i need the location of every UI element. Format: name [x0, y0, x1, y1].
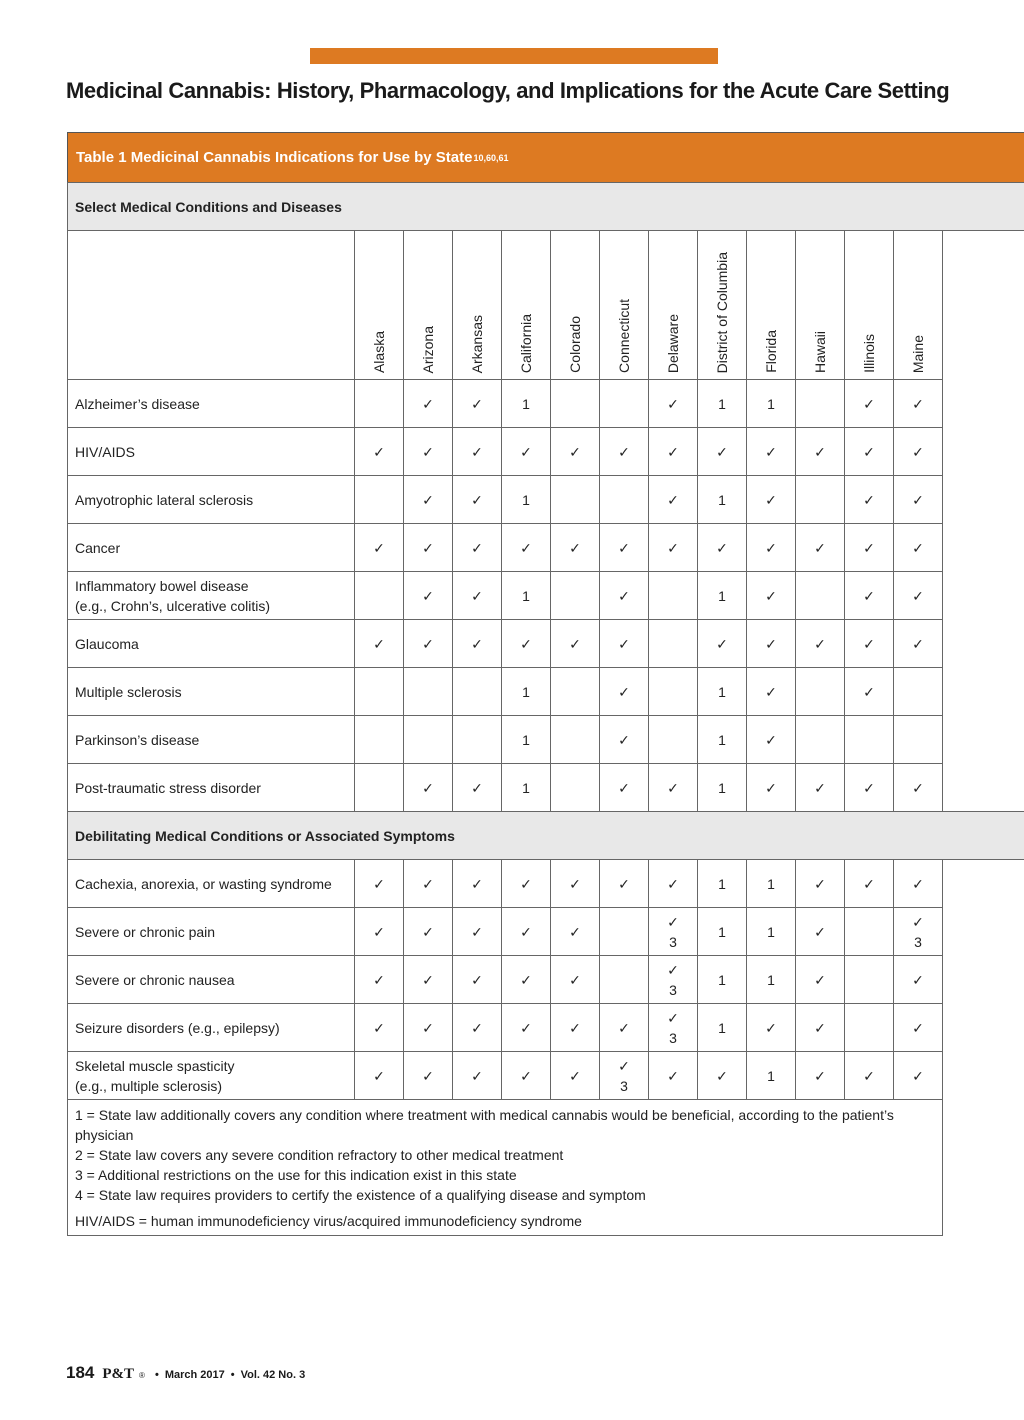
issue-volume: Vol. 42 No. 3 [240, 1369, 306, 1381]
state-name: Alaska [371, 330, 387, 373]
indication-cell: ✓ [845, 764, 894, 812]
indication-cell: ✓ [747, 668, 796, 716]
indication-cell [600, 476, 649, 524]
indication-cell [551, 716, 600, 764]
indication-cell: ✓ [453, 908, 502, 956]
state-name: Maine [910, 334, 926, 373]
indication-cell: ✓ [600, 572, 649, 620]
table-row [68, 716, 1024, 764]
indication-cell: 1 [698, 716, 747, 764]
indication-cell [845, 956, 894, 1004]
indication-cell [355, 380, 404, 428]
indication-cell: ✓ [404, 764, 453, 812]
indication-cell: ✓ [600, 716, 649, 764]
indication-cell: ✓ [453, 524, 502, 572]
indication-cell: ✓ [355, 428, 404, 476]
indication-cell: ✓ [551, 956, 600, 1004]
condition-cell [68, 908, 355, 956]
indication-cell: ✓ [600, 620, 649, 668]
abbreviation-note: HIV/AIDS = human immunodeficiency virus/acquired immunodeficiency syndrome [75, 1213, 582, 1229]
table-row [68, 524, 1024, 572]
tail-cell [943, 428, 1024, 476]
indication-mark: 3 [669, 981, 677, 998]
indication-cell: ✓ [894, 476, 943, 524]
indication-cell: ✓ [404, 524, 453, 572]
table-row [68, 572, 1024, 620]
indication-mark: ✓ [667, 961, 679, 978]
state-name: Arkansas [469, 314, 485, 373]
tail-cell [943, 1004, 1024, 1052]
indication-cell: ✓ [551, 428, 600, 476]
indication-cell: ✓ [355, 908, 404, 956]
footer-separator: • [154, 1369, 159, 1381]
indication-cell [845, 1004, 894, 1052]
indication-cell [796, 668, 845, 716]
state-header-cell [551, 231, 600, 380]
indication-cell [600, 908, 649, 956]
indication-cell: ✓ [355, 1052, 404, 1100]
indication-cell: ✓ [845, 620, 894, 668]
indication-cell: 1 [698, 764, 747, 812]
indication-cell: ✓ [698, 620, 747, 668]
indication-cell: ✓ [502, 428, 551, 476]
condition-example: (e.g., Crohn’s, ulcerative colitis) [75, 597, 271, 614]
indication-cell: ✓ [649, 1052, 698, 1100]
condition-name: Post-traumatic stress disorder [75, 779, 261, 796]
condition-cell [68, 476, 355, 524]
indication-mark: ✓ [667, 913, 679, 930]
indication-cell: ✓ [894, 764, 943, 812]
indication-cell [551, 380, 600, 428]
indication-cell: ✓ [404, 380, 453, 428]
indication-cell: ✓ [355, 860, 404, 908]
table-caption [67, 132, 1024, 182]
indication-cell [355, 716, 404, 764]
indication-cell [600, 956, 649, 1004]
indication-cell: ✓ [404, 1004, 453, 1052]
indication-cell [796, 572, 845, 620]
section-header-row [68, 183, 1024, 231]
trademark-mark: ® [139, 1371, 145, 1380]
tail-cell [943, 380, 1024, 428]
indication-mark: ✓ [912, 913, 924, 930]
indication-cell: ✓ [404, 572, 453, 620]
state-name: California [518, 313, 534, 373]
footnote: 4 = State law requires providers to certify the existence of a qualifying disease and symptom [75, 1187, 646, 1203]
indication-cell: ✓ [502, 524, 551, 572]
indication-cell: ✓ [600, 860, 649, 908]
indication-cell: ✓ [845, 668, 894, 716]
indication-cell [551, 668, 600, 716]
indication-cell: ✓ [453, 380, 502, 428]
indication-cell: 1 [747, 1052, 796, 1100]
indication-cell [551, 476, 600, 524]
indication-cell: ✓ [404, 908, 453, 956]
tail-cell [943, 476, 1024, 524]
indication-cell: ✓ [551, 1052, 600, 1100]
indication-cell: 1 [698, 668, 747, 716]
indication-cell: ✓ [747, 476, 796, 524]
condition-name: Cancer [75, 539, 121, 556]
indication-cell [404, 716, 453, 764]
indication-cell [649, 908, 698, 956]
tail-cell [943, 620, 1024, 668]
state-name: Connecticut [616, 299, 632, 373]
indication-cell: ✓ [649, 764, 698, 812]
indication-cell [845, 716, 894, 764]
condition-cell [68, 956, 355, 1004]
indication-cell: ✓ [894, 380, 943, 428]
indication-cell: ✓ [747, 524, 796, 572]
indication-cell: ✓ [649, 428, 698, 476]
state-header-cell [453, 231, 502, 380]
indication-cell [649, 956, 698, 1004]
table-caption-text: Table 1 Medicinal Cannabis Indications for Use by State [76, 149, 473, 166]
footnote: 2 = State law covers any severe condition refractory to other medical treatment [75, 1147, 564, 1163]
indication-cell: ✓ [355, 956, 404, 1004]
indication-cell: 1 [502, 476, 551, 524]
indication-cell [845, 908, 894, 956]
condition-name: Cachexia, anorexia, or wasting syndrome [75, 875, 332, 892]
indication-cell: ✓ [600, 1004, 649, 1052]
indication-cell: ✓ [355, 524, 404, 572]
journal-name: P&T [102, 1366, 135, 1382]
indications-table [67, 132, 1024, 1236]
indication-cell: ✓ [698, 524, 747, 572]
indication-cell: 1 [502, 716, 551, 764]
indication-cell: ✓ [796, 764, 845, 812]
condition-name: Skeletal muscle spasticity [75, 1057, 235, 1074]
indication-cell: ✓ [502, 860, 551, 908]
state-name: Illinois [861, 334, 877, 373]
state-name: Arizona [420, 325, 436, 373]
condition-cell [68, 1004, 355, 1052]
condition-cell [68, 860, 355, 908]
indication-cell: ✓ [894, 620, 943, 668]
indication-mark: 3 [914, 933, 922, 950]
indication-cell [600, 380, 649, 428]
footer-separator: • [230, 1369, 235, 1381]
indication-cell [894, 716, 943, 764]
tail-cell [943, 572, 1024, 620]
indication-cell: ✓ [453, 620, 502, 668]
indication-cell: 1 [502, 764, 551, 812]
state-header-cell [698, 231, 747, 380]
indication-cell: ✓ [894, 524, 943, 572]
indication-cell: ✓ [698, 428, 747, 476]
indication-cell: ✓ [453, 956, 502, 1004]
indication-cell: ✓ [845, 524, 894, 572]
state-header-cell [404, 231, 453, 380]
indication-cell: ✓ [698, 1052, 747, 1100]
state-name: District of Columbia [714, 251, 730, 373]
indication-cell: ✓ [453, 428, 502, 476]
issue-date: March 2017 [164, 1369, 225, 1381]
condition-name: Seizure disorders (e.g., epilepsy) [75, 1019, 280, 1036]
section-title: Select Medical Conditions and Diseases [68, 183, 1024, 231]
indication-cell: ✓ [551, 524, 600, 572]
table-row [68, 908, 1024, 956]
indication-cell: ✓ [502, 620, 551, 668]
header-blank-cell [68, 231, 355, 380]
indication-cell [796, 476, 845, 524]
condition-name: Parkinson’s disease [75, 731, 200, 748]
tail-cell [943, 1052, 1024, 1100]
table-row [68, 764, 1024, 812]
condition-cell [68, 620, 355, 668]
indication-cell: ✓ [845, 1052, 894, 1100]
notes-row [68, 1100, 1024, 1236]
indication-cell: ✓ [502, 1004, 551, 1052]
indication-cell [649, 668, 698, 716]
indication-cell: ✓ [796, 620, 845, 668]
indication-cell: 1 [698, 572, 747, 620]
indication-cell: ✓ [600, 524, 649, 572]
table-row [68, 956, 1024, 1004]
indication-cell [649, 620, 698, 668]
state-header-row [68, 231, 1024, 380]
condition-cell [68, 572, 355, 620]
indication-cell: ✓ [502, 956, 551, 1004]
state-header-cell [747, 231, 796, 380]
indication-cell: ✓ [404, 860, 453, 908]
indication-cell: ✓ [747, 572, 796, 620]
indication-cell: ✓ [551, 908, 600, 956]
condition-name: Amyotrophic lateral sclerosis [75, 491, 254, 508]
indication-cell [404, 668, 453, 716]
indication-cell: ✓ [551, 1004, 600, 1052]
indication-cell: ✓ [894, 956, 943, 1004]
indication-cell: ✓ [649, 380, 698, 428]
indication-cell: 1 [502, 668, 551, 716]
footnote: 1 = State law additionally covers any condition where treatment with medical cannabis would be beneficial, according to the patient’s physician [75, 1107, 894, 1143]
indication-mark: 3 [669, 933, 677, 950]
tail-cell [943, 956, 1024, 1004]
condition-cell [68, 524, 355, 572]
indication-cell: ✓ [600, 668, 649, 716]
indication-cell [796, 716, 845, 764]
condition-cell [68, 668, 355, 716]
table-row [68, 620, 1024, 668]
condition-cell [68, 716, 355, 764]
indication-cell [355, 668, 404, 716]
indication-cell [551, 572, 600, 620]
tail-cell [943, 764, 1024, 812]
indication-cell: ✓ [894, 572, 943, 620]
indication-cell: ✓ [355, 1004, 404, 1052]
table-row [68, 668, 1024, 716]
state-name: Hawaii [812, 330, 828, 373]
condition-cell [68, 1052, 355, 1100]
state-header-cell [649, 231, 698, 380]
indication-cell: ✓ [845, 380, 894, 428]
indication-cell: ✓ [649, 524, 698, 572]
indication-cell: 1 [698, 380, 747, 428]
table-row [68, 1052, 1024, 1100]
table-row [68, 860, 1024, 908]
indication-cell: ✓ [404, 956, 453, 1004]
condition-name: Inflammatory bowel disease [75, 577, 249, 594]
indication-cell: ✓ [845, 572, 894, 620]
indication-cell: ✓ [355, 620, 404, 668]
table-row [68, 428, 1024, 476]
indication-cell: ✓ [404, 620, 453, 668]
indication-cell: 1 [698, 476, 747, 524]
indication-cell: ✓ [845, 428, 894, 476]
indication-cell [551, 764, 600, 812]
table-row [68, 476, 1024, 524]
indication-cell [453, 716, 502, 764]
condition-cell [68, 380, 355, 428]
condition-name: Multiple sclerosis [75, 683, 182, 700]
state-name: Florida [763, 330, 779, 373]
indication-cell: 1 [698, 860, 747, 908]
tail-cell [943, 1100, 1024, 1236]
indication-mark: ✓ [618, 1057, 630, 1074]
indication-mark: ✓ [667, 1009, 679, 1026]
indication-cell [894, 668, 943, 716]
tail-cell [943, 668, 1024, 716]
indication-cell: ✓ [796, 428, 845, 476]
indication-cell: ✓ [453, 1052, 502, 1100]
indication-cell: 1 [502, 572, 551, 620]
page-number: 184 [66, 1363, 95, 1382]
condition-name: Severe or chronic nausea [75, 971, 235, 988]
tail-cell [943, 716, 1024, 764]
indication-cell: ✓ [453, 1004, 502, 1052]
state-header-cell [845, 231, 894, 380]
indication-cell [355, 476, 404, 524]
indication-cell [649, 572, 698, 620]
indication-cell: ✓ [404, 1052, 453, 1100]
indication-cell: ✓ [747, 428, 796, 476]
indication-cell [796, 380, 845, 428]
indication-cell: ✓ [453, 476, 502, 524]
indication-cell: 1 [747, 380, 796, 428]
indication-cell: ✓ [894, 428, 943, 476]
indication-cell: ✓ [747, 764, 796, 812]
indication-cell [355, 764, 404, 812]
indication-cell: ✓ [502, 1052, 551, 1100]
indication-cell: ✓ [894, 860, 943, 908]
indication-cell: ✓ [796, 908, 845, 956]
indication-cell: ✓ [551, 860, 600, 908]
indication-cell [649, 716, 698, 764]
indication-cell: ✓ [453, 764, 502, 812]
indication-cell: ✓ [796, 524, 845, 572]
indication-cell: ✓ [796, 860, 845, 908]
condition-name: Alzheimer’s disease [75, 395, 200, 412]
indication-cell: ✓ [404, 476, 453, 524]
indication-cell: ✓ [453, 572, 502, 620]
condition-name: HIV/AIDS [75, 443, 135, 460]
indication-cell: ✓ [796, 956, 845, 1004]
indication-cell: 1 [698, 1004, 747, 1052]
state-header-cell [894, 231, 943, 380]
indication-cell: 1 [698, 956, 747, 1004]
indication-cell: ✓ [404, 428, 453, 476]
indication-cell: 1 [502, 380, 551, 428]
footnotes-cell [68, 1100, 943, 1236]
state-name: Delaware [665, 313, 681, 373]
state-header-cell [502, 231, 551, 380]
indication-mark: 3 [620, 1077, 628, 1094]
indication-cell [355, 572, 404, 620]
indication-cell: ✓ [845, 476, 894, 524]
condition-name: Severe or chronic pain [75, 923, 216, 940]
state-name: Colorado [567, 316, 583, 373]
indication-cell: ✓ [649, 860, 698, 908]
indication-cell: ✓ [649, 476, 698, 524]
top-accent-bar [310, 48, 718, 64]
tail-cell [943, 231, 1024, 380]
page-footer [66, 1363, 305, 1383]
section-header-row [68, 812, 1024, 860]
table-caption-refs: 10,60,61 [473, 152, 509, 163]
indication-mark: 3 [669, 1029, 677, 1046]
indication-cell: ✓ [502, 908, 551, 956]
condition-name: Glaucoma [75, 635, 139, 652]
condition-cell [68, 428, 355, 476]
indication-cell: ✓ [453, 860, 502, 908]
state-header-cell [600, 231, 649, 380]
indications-grid [67, 182, 1024, 1236]
indication-cell [453, 668, 502, 716]
condition-cell [68, 764, 355, 812]
tail-cell [943, 860, 1024, 908]
tail-cell [943, 524, 1024, 572]
indication-cell: ✓ [796, 1052, 845, 1100]
indication-cell: ✓ [894, 1004, 943, 1052]
indication-cell: ✓ [796, 1004, 845, 1052]
indication-cell: 1 [747, 860, 796, 908]
condition-example: (e.g., multiple sclerosis) [75, 1077, 223, 1094]
indication-cell [600, 1052, 649, 1100]
indication-cell: ✓ [894, 1052, 943, 1100]
indication-cell: 1 [747, 956, 796, 1004]
indication-cell: ✓ [551, 620, 600, 668]
indication-cell [894, 908, 943, 956]
tail-cell [943, 908, 1024, 956]
indication-cell: 1 [747, 908, 796, 956]
state-header-cell [796, 231, 845, 380]
table-row [68, 1004, 1024, 1052]
indication-cell: ✓ [747, 716, 796, 764]
footnote: 3 = Additional restrictions on the use for this indication exist in this state [75, 1167, 517, 1183]
section-title: Debilitating Medical Conditions or Associated Symptoms [68, 812, 1024, 860]
article-title: Medicinal Cannabis: History, Pharmacology, and Implications for the Acute Care Setting [66, 78, 950, 103]
indication-cell: ✓ [600, 764, 649, 812]
table-row [68, 380, 1024, 428]
indication-cell: ✓ [845, 860, 894, 908]
state-header-cell [355, 231, 404, 380]
indication-cell: 1 [698, 908, 747, 956]
indication-cell: ✓ [747, 620, 796, 668]
indication-cell: ✓ [600, 428, 649, 476]
indication-cell [649, 1004, 698, 1052]
indication-cell: ✓ [747, 1004, 796, 1052]
